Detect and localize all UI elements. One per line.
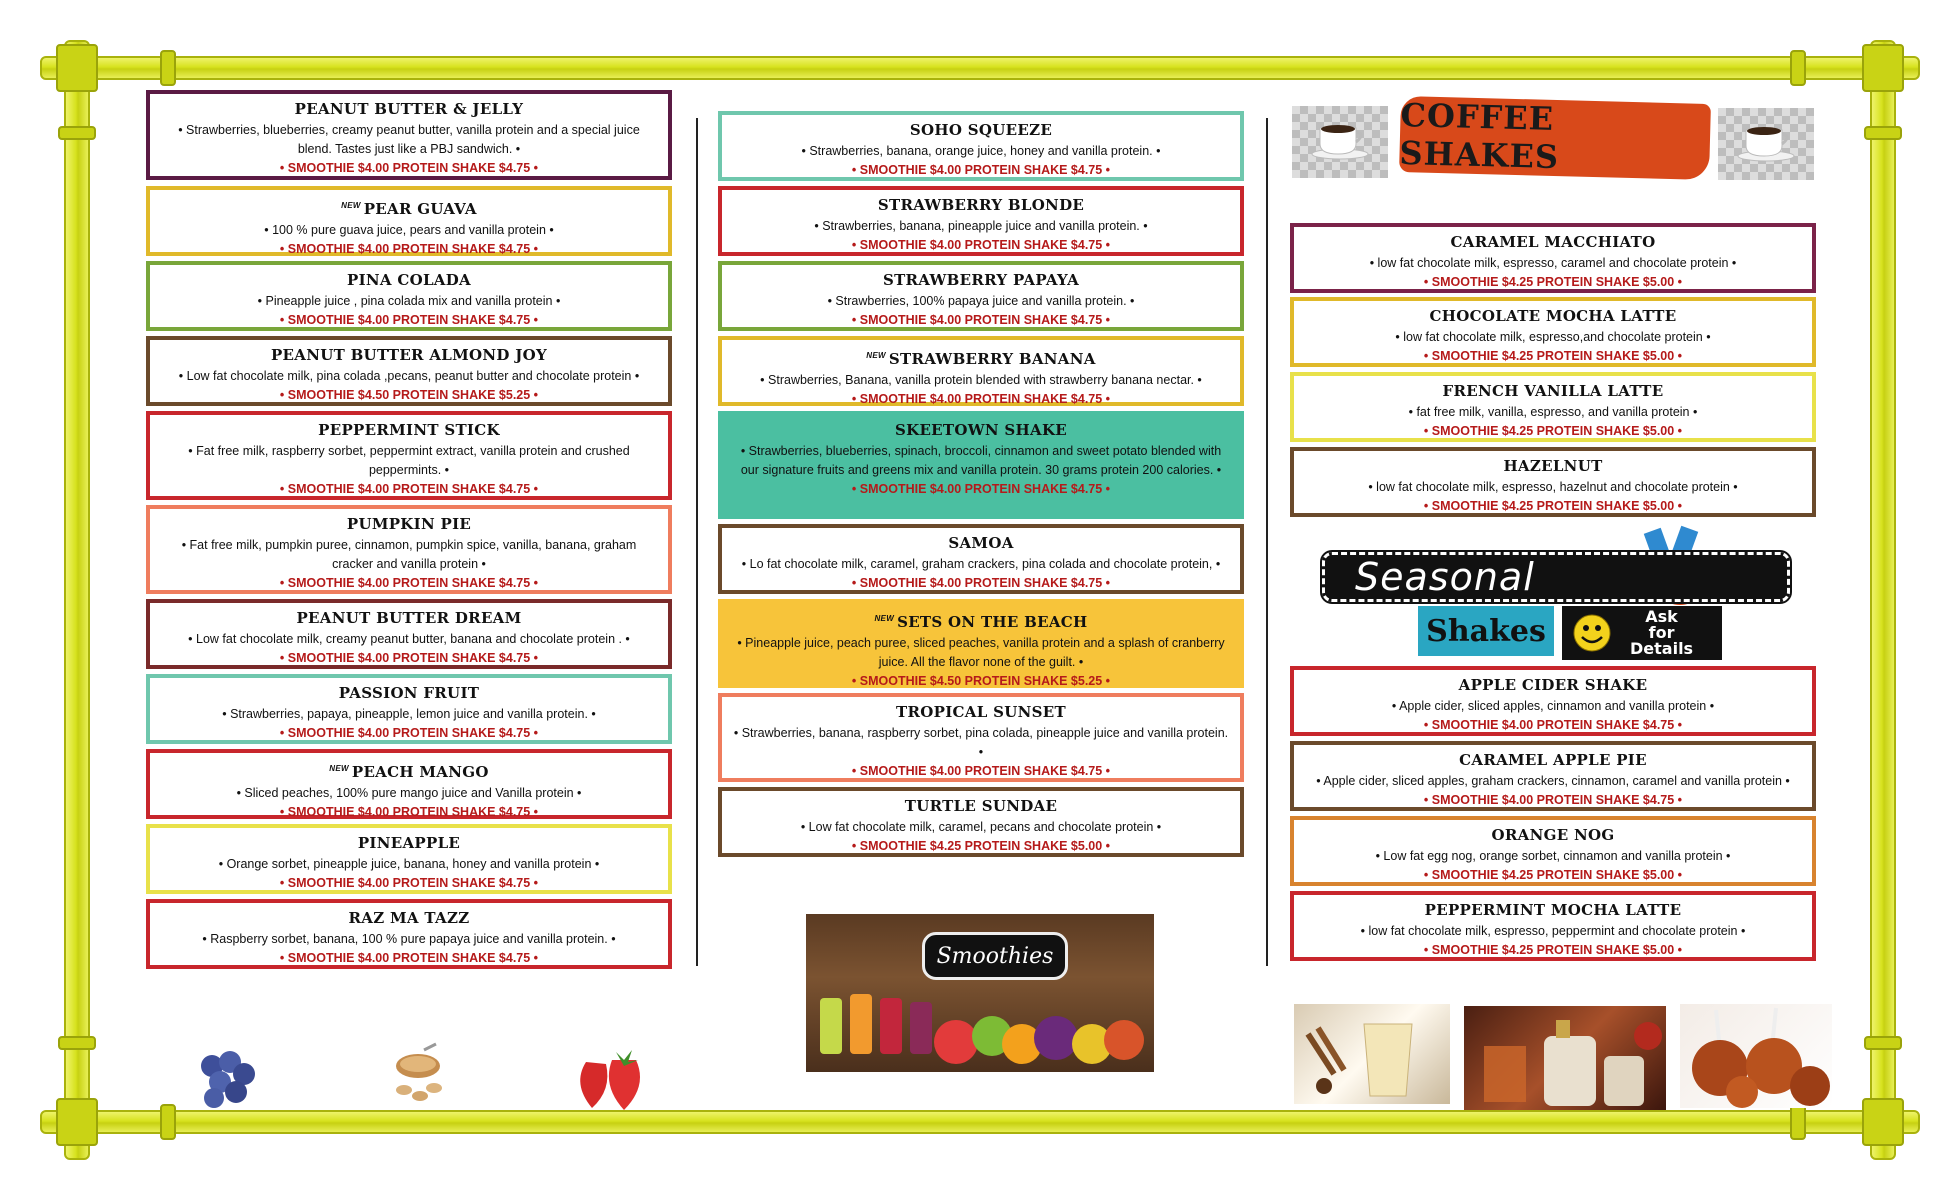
item-description: • Strawberries, banana, raspberry sorbet, pina colada, pineapple juice and vanilla protein. • bbox=[733, 726, 1229, 759]
item-name: ORANGE NOG bbox=[1491, 826, 1615, 844]
item-name: PUMPKIN PIE bbox=[346, 515, 472, 533]
item-description: • low fat chocolate milk, espresso, caramel and chocolate protein • bbox=[1369, 256, 1737, 270]
item-price: • SMOOTHIE $4.25 PROTEIN SHAKE $5.00 • bbox=[1423, 943, 1683, 957]
bamboo-top bbox=[40, 56, 1920, 80]
item-name: $^{NEW}$ SETS ON THE BEACH bbox=[874, 613, 1088, 631]
item-price: • SMOOTHIE $4.50 PROTEIN SHAKE $5.25 • bbox=[279, 388, 539, 402]
coffee-shakes-banner: COFFEE SHAKES bbox=[1399, 96, 1711, 180]
menu-item bbox=[146, 505, 672, 594]
bamboo-bottom bbox=[40, 1110, 1920, 1134]
item-price: • SMOOTHIE $4.00 PROTEIN SHAKE $4.75 • bbox=[279, 576, 539, 590]
item-description: • Strawberries, 100% papaya juice and vanilla protein. • bbox=[827, 294, 1135, 308]
bamboo-knot bbox=[1790, 1104, 1806, 1140]
item-price: • SMOOTHIE $4.00 PROTEIN SHAKE $4.75 • bbox=[279, 805, 539, 819]
item-description: • low fat chocolate milk, espresso, peppermint and chocolate protein • bbox=[1360, 924, 1746, 938]
strawberries-icon bbox=[566, 1034, 658, 1116]
menu-item-featured bbox=[718, 599, 1244, 688]
item-name: PEANUT BUTTER ALMOND JOY bbox=[270, 346, 548, 364]
item-name: PEANUT BUTTER DREAM bbox=[296, 609, 522, 627]
seasonal-item bbox=[1290, 816, 1816, 886]
item-name: $^{NEW}$ STRAWBERRY BANANA bbox=[866, 350, 1096, 368]
bamboo-knot bbox=[1864, 1036, 1902, 1050]
item-description: • Fat free milk, raspberry sorbet, peppermint extract, vanilla protein and crushed peppermints. • bbox=[188, 444, 630, 477]
item-description: • fat free milk, vanilla, espresso, and vanilla protein • bbox=[1408, 405, 1698, 419]
apple-cider-photo bbox=[1464, 1006, 1666, 1110]
item-description: • Strawberries, banana, pineapple juice and vanilla protein. • bbox=[814, 219, 1148, 233]
column-divider-right bbox=[1266, 118, 1268, 966]
bamboo-knot bbox=[1862, 1098, 1904, 1146]
menu-item bbox=[146, 674, 672, 744]
item-name: CARAMEL APPLE PIE bbox=[1459, 751, 1647, 769]
coffee-item bbox=[1290, 297, 1816, 367]
ask-for-details-badge bbox=[1562, 606, 1722, 660]
item-name: HAZELNUT bbox=[1503, 457, 1603, 475]
new-badge: NEW bbox=[874, 614, 895, 623]
bamboo-knot bbox=[160, 1104, 176, 1140]
coffee-item bbox=[1290, 447, 1816, 517]
seasonal-banner: Seasonal bbox=[1322, 552, 1790, 602]
seasonal-item bbox=[1290, 891, 1816, 961]
item-description: • Pineapple juice, peach puree, sliced peaches, vanilla protein and a splash of cranberry juice. All the flavor none of the guilt. • bbox=[737, 636, 1225, 669]
item-description: • Strawberries, Banana, vanilla protein blended with strawberry banana nectar. • bbox=[760, 373, 1202, 387]
new-badge: NEW bbox=[329, 764, 349, 773]
seasonal-item bbox=[1290, 741, 1816, 811]
item-description: • Low fat chocolate milk, creamy peanut butter, banana and chocolate protein . • bbox=[188, 632, 630, 646]
item-name: PINEAPPLE bbox=[357, 834, 461, 852]
item-price: • SMOOTHIE $4.00 PROTEIN SHAKE $4.75 • bbox=[851, 163, 1111, 177]
item-description: • Low fat chocolate milk, pina colada ,pecans, peanut butter and chocolate protein • bbox=[178, 369, 640, 383]
caramel-apples-photo bbox=[1680, 1004, 1832, 1108]
seasonal-item bbox=[1290, 666, 1816, 736]
menu-item bbox=[146, 599, 672, 669]
bamboo-knot bbox=[1790, 50, 1806, 86]
item-price: • SMOOTHIE $4.00 PROTEIN SHAKE $4.75 • bbox=[279, 951, 539, 965]
item-description: • Sliced peaches, 100% pure mango juice and Vanilla protein • bbox=[236, 786, 582, 800]
item-description: • Strawberries, blueberries, spinach, broccoli, cinnamon and sweet potato blended with our signature fruits and greens mix and vanilla protein. 30 grams protein 200 calories. • bbox=[740, 444, 1222, 477]
blueberries-icon bbox=[192, 1044, 264, 1114]
bamboo-knot bbox=[56, 44, 98, 92]
item-price: • SMOOTHIE $4.00 PROTEIN SHAKE $4.75 • bbox=[851, 576, 1111, 590]
item-name: FRENCH VANILLA LATTE bbox=[1442, 382, 1664, 400]
item-price: • SMOOTHIE $4.00 PROTEIN SHAKE $4.75 • bbox=[279, 313, 539, 327]
menu-item bbox=[718, 261, 1244, 331]
bamboo-knot bbox=[160, 50, 176, 86]
menu-item bbox=[146, 261, 672, 331]
item-description: • Apple cider, sliced apples, cinnamon and vanilla protein • bbox=[1391, 699, 1715, 713]
new-badge: NEW bbox=[341, 201, 361, 210]
item-price: • SMOOTHIE $4.00 PROTEIN SHAKE $4.75 • bbox=[851, 313, 1111, 327]
item-description: • Apple cider, sliced apples, graham crackers, cinnamon, caramel and vanilla protein • bbox=[1316, 774, 1790, 788]
item-description: • Pineapple juice , pina colada mix and vanilla protein • bbox=[257, 294, 561, 308]
item-price: • SMOOTHIE $4.25 PROTEIN SHAKE $5.00 • bbox=[1423, 868, 1683, 882]
item-price: • SMOOTHIE $4.25 PROTEIN SHAKE $5.00 • bbox=[1423, 499, 1683, 513]
item-price: • SMOOTHIE $4.00 PROTEIN SHAKE $4.75 • bbox=[279, 726, 539, 740]
item-description: • Orange sorbet, pineapple juice, banana, honey and vanilla protein • bbox=[218, 857, 600, 871]
menu-item-featured bbox=[718, 411, 1244, 519]
item-description: • low fat chocolate milk, espresso, hazelnut and chocolate protein • bbox=[1368, 480, 1738, 494]
item-price: • SMOOTHIE $4.25 PROTEIN SHAKE $5.00 • bbox=[851, 839, 1111, 853]
new-badge: NEW bbox=[866, 351, 886, 360]
item-price: • SMOOTHIE $4.25 PROTEIN SHAKE $5.00 • bbox=[1423, 349, 1683, 363]
item-name: CARAMEL MACCHIATO bbox=[1450, 233, 1656, 251]
coffee-cup-icon bbox=[1310, 120, 1370, 160]
item-description: • Strawberries, banana, orange juice, honey and vanilla protein. • bbox=[801, 144, 1161, 158]
eggnog-photo bbox=[1294, 1004, 1450, 1104]
coffee-item bbox=[1290, 372, 1816, 442]
cider-illustration bbox=[1464, 1006, 1666, 1110]
item-name: SKEETOWN SHAKE bbox=[894, 421, 1068, 439]
item-name: APPLE CIDER SHAKE bbox=[1458, 676, 1648, 694]
eggnog-illustration bbox=[1294, 1004, 1450, 1104]
item-price: • SMOOTHIE $4.00 PROTEIN SHAKE $4.75 • bbox=[279, 242, 539, 256]
bamboo-knot bbox=[1862, 44, 1904, 92]
item-description: • Lo fat chocolate milk, caramel, graham crackers, pina colada and chocolate protein, • bbox=[741, 557, 1221, 571]
item-description: • Fat free milk, pumpkin puree, cinnamon, pumpkin spice, vanilla, banana, graham cracker and vanilla protein • bbox=[181, 538, 637, 571]
item-description: • Strawberries, papaya, pineapple, lemon juice and vanilla protein. • bbox=[222, 707, 596, 721]
item-name: SAMOA bbox=[948, 534, 1014, 552]
item-name: PEPPERMINT STICK bbox=[318, 421, 500, 439]
menu-item bbox=[146, 411, 672, 500]
item-price: • SMOOTHIE $4.00 PROTEIN SHAKE $4.75 • bbox=[279, 161, 539, 175]
menu-item bbox=[146, 186, 672, 256]
bamboo-right bbox=[1870, 40, 1896, 1160]
menu-item bbox=[718, 787, 1244, 857]
item-price: • SMOOTHIE $4.00 PROTEIN SHAKE $4.75 • bbox=[279, 482, 539, 496]
item-name: STRAWBERRY PAPAYA bbox=[882, 271, 1080, 289]
item-name: TROPICAL SUNSET bbox=[896, 703, 1066, 721]
bamboo-knot bbox=[58, 1036, 96, 1050]
menu-item bbox=[718, 336, 1244, 406]
item-price: • SMOOTHIE $4.00 PROTEIN SHAKE $4.75 • bbox=[851, 392, 1111, 406]
shakes-label: Shakes bbox=[1418, 606, 1554, 656]
caramel-apple-illustration bbox=[1680, 1004, 1832, 1108]
bamboo-left bbox=[64, 40, 90, 1160]
item-description: • 100 % pure guava juice, pears and vanilla protein • bbox=[264, 223, 554, 237]
item-name: $^{NEW}$ PEACH MANGO bbox=[329, 763, 489, 781]
item-price: • SMOOTHIE $4.00 PROTEIN SHAKE $4.75 • bbox=[279, 876, 539, 890]
menu-item bbox=[718, 524, 1244, 594]
item-name: RAZ MA TAZZ bbox=[348, 909, 470, 927]
item-description: • Low fat chocolate milk, caramel, pecans and chocolate protein • bbox=[800, 820, 1162, 834]
item-price: • SMOOTHIE $4.00 PROTEIN SHAKE $4.75 • bbox=[1423, 718, 1683, 732]
menu-item bbox=[146, 824, 672, 894]
menu-item bbox=[718, 186, 1244, 256]
item-name: CHOCOLATE MOCHA LATTE bbox=[1429, 307, 1677, 325]
item-price: • SMOOTHIE $4.50 PROTEIN SHAKE $5.25 • bbox=[851, 674, 1111, 688]
item-price: • SMOOTHIE $4.00 PROTEIN SHAKE $4.75 • bbox=[851, 764, 1111, 778]
bamboo-knot bbox=[56, 1098, 98, 1146]
item-name: PASSION FRUIT bbox=[338, 684, 480, 702]
menu-item bbox=[718, 111, 1244, 181]
item-description: • Strawberries, blueberries, creamy peanut butter, vanilla protein and a special juice blend. Tastes just like a PBJ sandwich. • bbox=[178, 123, 640, 156]
item-price: • SMOOTHIE $4.00 PROTEIN SHAKE $4.75 • bbox=[851, 238, 1111, 252]
item-name: $^{NEW}$ PEAR GUAVA bbox=[341, 200, 477, 218]
menu-item bbox=[718, 693, 1244, 782]
item-price: • SMOOTHIE $4.00 PROTEIN SHAKE $4.75 • bbox=[279, 651, 539, 665]
smiley-icon bbox=[1570, 613, 1618, 653]
coffee-item bbox=[1290, 223, 1816, 293]
menu-item bbox=[146, 749, 672, 819]
item-description: • Raspberry sorbet, banana, 100 % pure papaya juice and vanilla protein. • bbox=[202, 932, 616, 946]
item-name: PINA COLADA bbox=[346, 271, 471, 289]
bamboo-knot bbox=[58, 126, 96, 140]
item-name: PEANUT BUTTER & JELLY bbox=[294, 100, 524, 118]
coffee-cup-right bbox=[1718, 108, 1814, 180]
coffee-cup-icon bbox=[1736, 122, 1796, 162]
item-price: • SMOOTHIE $4.25 PROTEIN SHAKE $5.00 • bbox=[1423, 424, 1683, 438]
menu-item bbox=[146, 336, 672, 406]
menu-item bbox=[146, 90, 672, 180]
bamboo-knot bbox=[1864, 126, 1902, 140]
coffee-cup-left bbox=[1292, 106, 1388, 178]
item-name: SOHO SQUEEZE bbox=[909, 121, 1053, 139]
smoothies-sign: Smoothies bbox=[922, 932, 1068, 980]
item-price: • SMOOTHIE $4.25 PROTEIN SHAKE $5.00 • bbox=[1423, 275, 1683, 289]
item-name: TURTLE SUNDAE bbox=[904, 797, 1058, 815]
item-description: • low fat chocolate milk, espresso,and chocolate protein • bbox=[1395, 330, 1711, 344]
peanuts-icon bbox=[386, 1042, 452, 1108]
item-price: • SMOOTHIE $4.00 PROTEIN SHAKE $4.75 • bbox=[1423, 793, 1683, 807]
item-name: PEPPERMINT MOCHA LATTE bbox=[1424, 901, 1682, 919]
smoothies-photo bbox=[806, 914, 1154, 1072]
ask-for-details-text: Ask for Details bbox=[1630, 607, 1694, 658]
item-description: • Low fat egg nog, orange sorbet, cinnamon and vanilla protein • bbox=[1375, 849, 1731, 863]
column-divider-left bbox=[696, 118, 698, 966]
menu-item bbox=[146, 899, 672, 969]
fruit-illustration bbox=[806, 984, 1154, 1072]
item-price: • SMOOTHIE $4.00 PROTEIN SHAKE $4.75 • bbox=[851, 482, 1111, 496]
item-name: STRAWBERRY BLONDE bbox=[877, 196, 1085, 214]
